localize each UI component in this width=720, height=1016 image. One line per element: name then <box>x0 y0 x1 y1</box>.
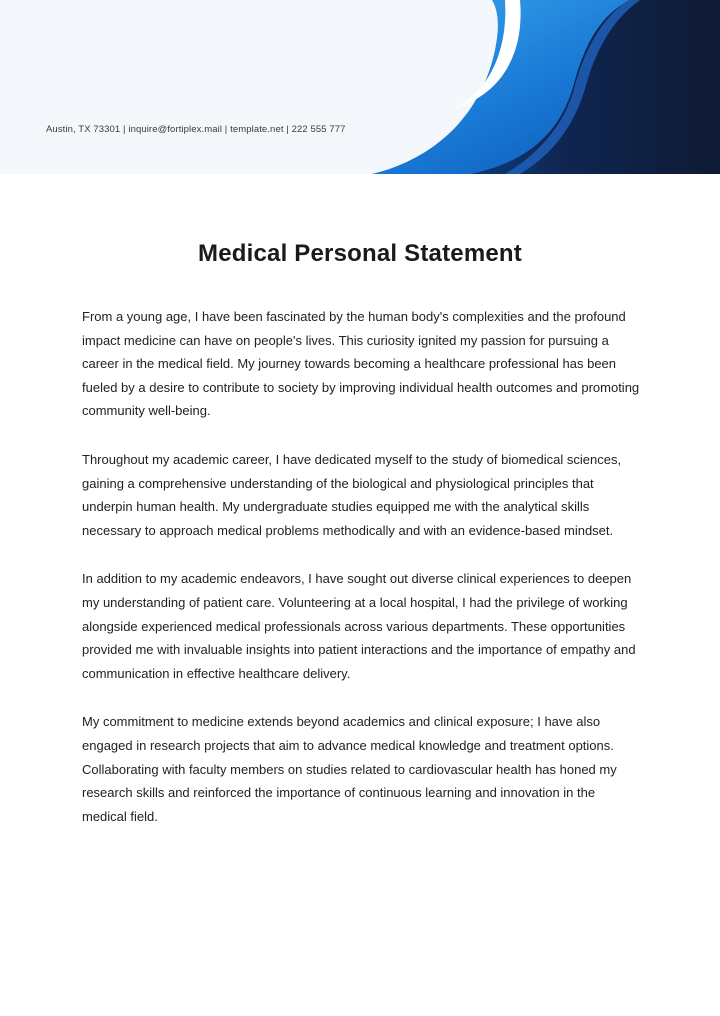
paragraph: Throughout my academic career, I have dedicated myself to the study of biomedical sciences, gaining a comprehensive understanding of the biological and physiological principles that underpin human health. My undergraduate studies equipped me with the analytical skills necessary to approach medical problems methodically and with an evidence-based mindset. <box>82 451 622 538</box>
contact-info: Austin, TX 73301 | inquire@fortiplex.mail | template.net | 222 555 777 <box>46 124 346 135</box>
paragraph: In addition to my academic endeavors, I have sought out diverse clinical experiences to deepen my understanding of patient care. Volunteering at a local hospital, I had the privilege of working alongside experienced medical professionals across various departments. These opportunities provided me with invaluable insights into patient interactions and the importance of empathy and communication in effective healthcare delivery. <box>82 571 636 681</box>
paragraph: From a young age, I have been fascinated by the human body's complexities and the profound impact medicine can have on people's lives. This curiosity ignited my passion for pursuing a career in the medical field. My journey towards becoming a healthcare professional has been fueled by a desire to contribute to society by improving individual health outcomes and promoting community well-being. <box>82 309 640 419</box>
document-title: Medical Personal Statement <box>198 240 522 267</box>
statement-body <box>82 305 642 853</box>
header-banner <box>0 0 720 174</box>
paragraph: My commitment to medicine extends beyond academics and clinical exposure; I have also engaged in research projects that aim to advance medical knowledge and treatment options. Collaborating with faculty members on studies related to cardiovascular health has honed my research skills and reinforced the importance of continuous learning and innovation in the medical field. <box>82 714 617 824</box>
wave-decoration-graphic <box>0 0 720 174</box>
